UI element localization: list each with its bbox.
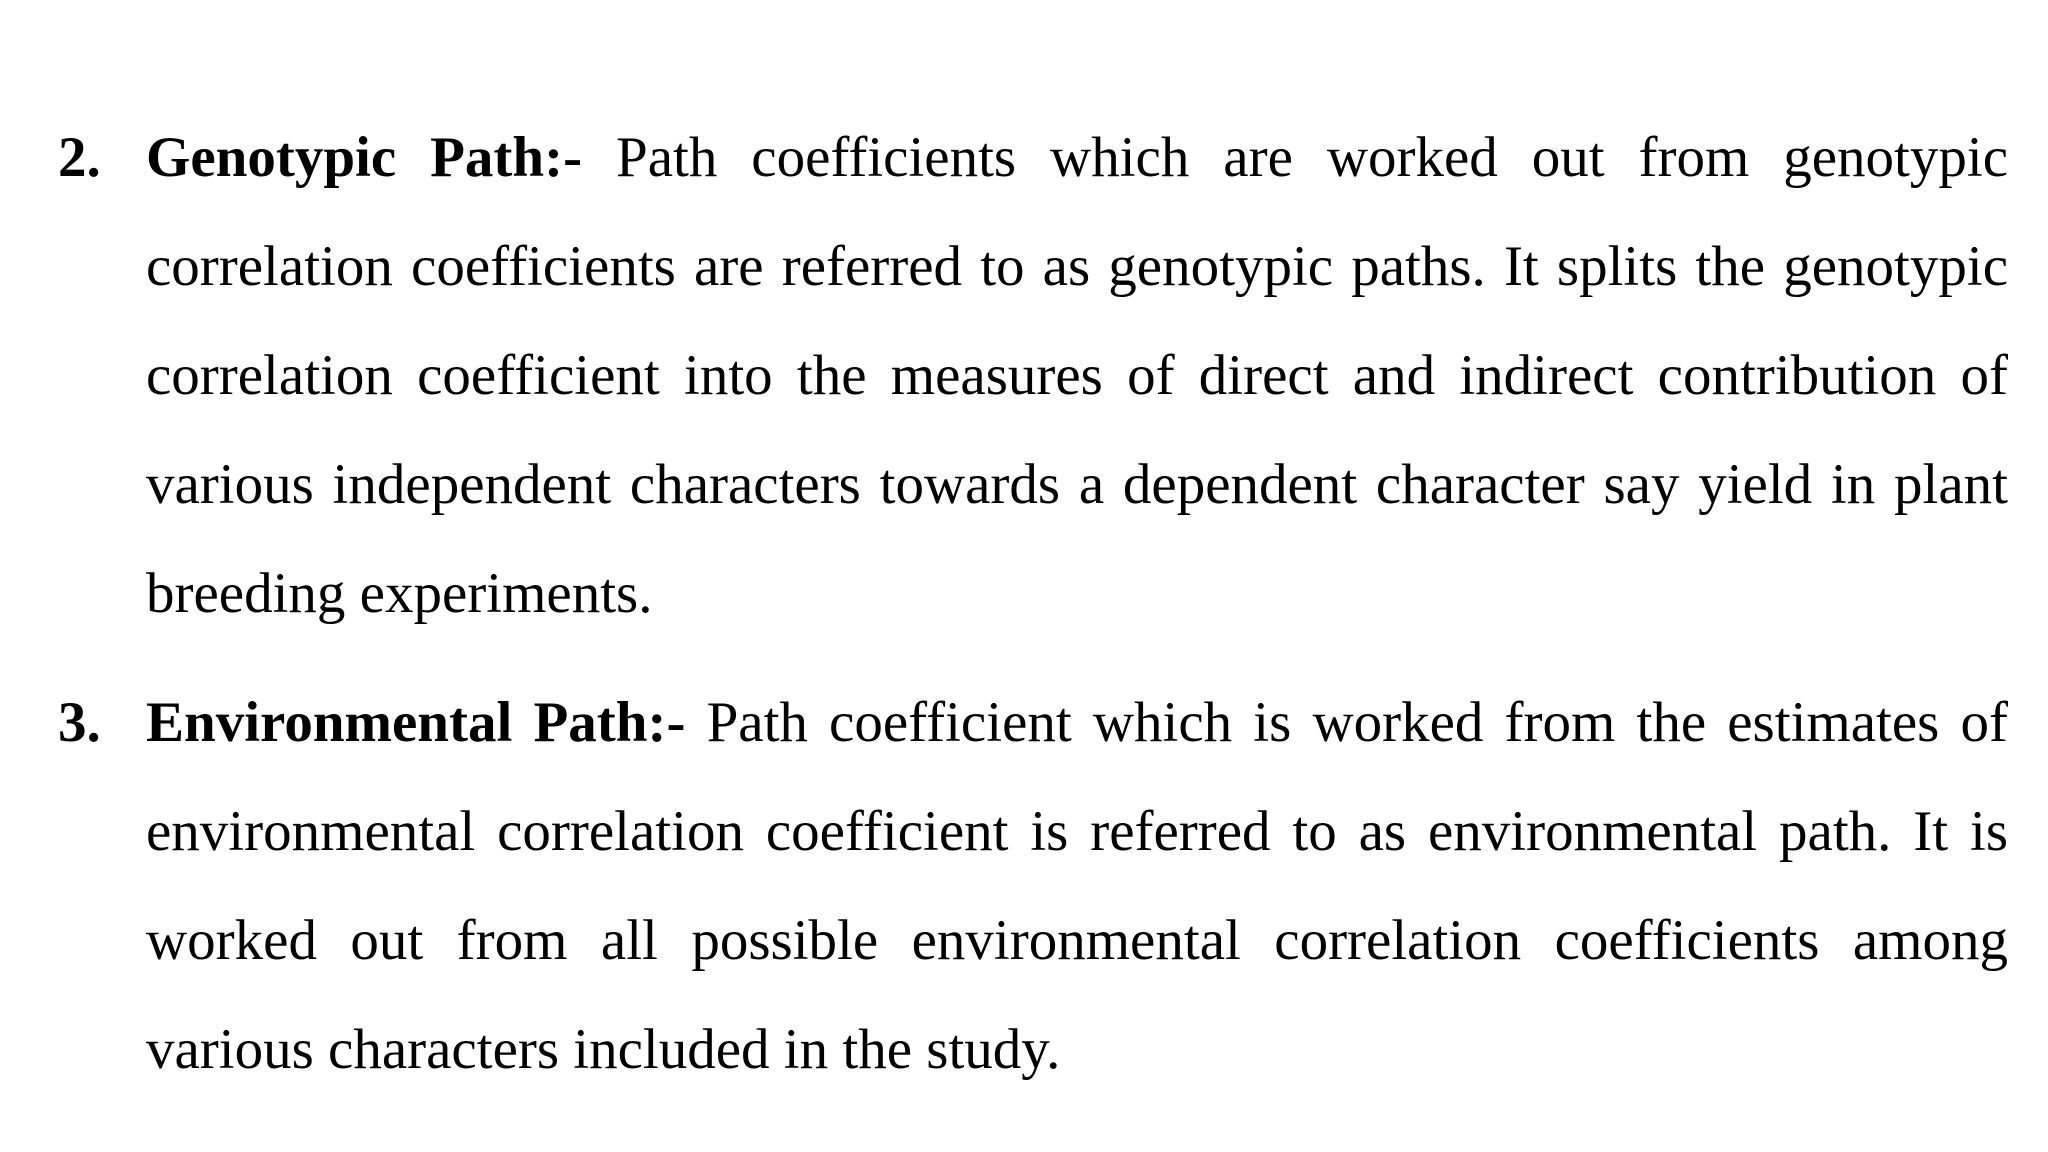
term-heading: Environmental Path:-: [146, 691, 686, 754]
term-definition: Path coefficient which is worked from the estimates of environmental correlation coefficient is referred to as environmental path. It is worked out from all possible environmental correlation coefficients among various characters included in the study.: [146, 691, 2008, 1081]
list-item-genotypic-path: [58, 103, 2008, 648]
list-item-number: 2.: [58, 126, 101, 189]
term-definition: Path coefficients which are worked out from genotypic correlation coefficients are referred to as genotypic paths. It splits the genotypic correlation coefficient into the measures of direct and indirect contribution of various independent characters towards a dependent character say yield in plant breeding experiments.: [146, 126, 2008, 625]
list-item-paragraph: [146, 103, 2008, 648]
list-item-paragraph: [146, 668, 2008, 1104]
term-heading: Genotypic Path:-: [146, 126, 583, 189]
list-item-environmental-path: [58, 668, 2008, 1104]
list-item-number: 3.: [58, 691, 101, 754]
